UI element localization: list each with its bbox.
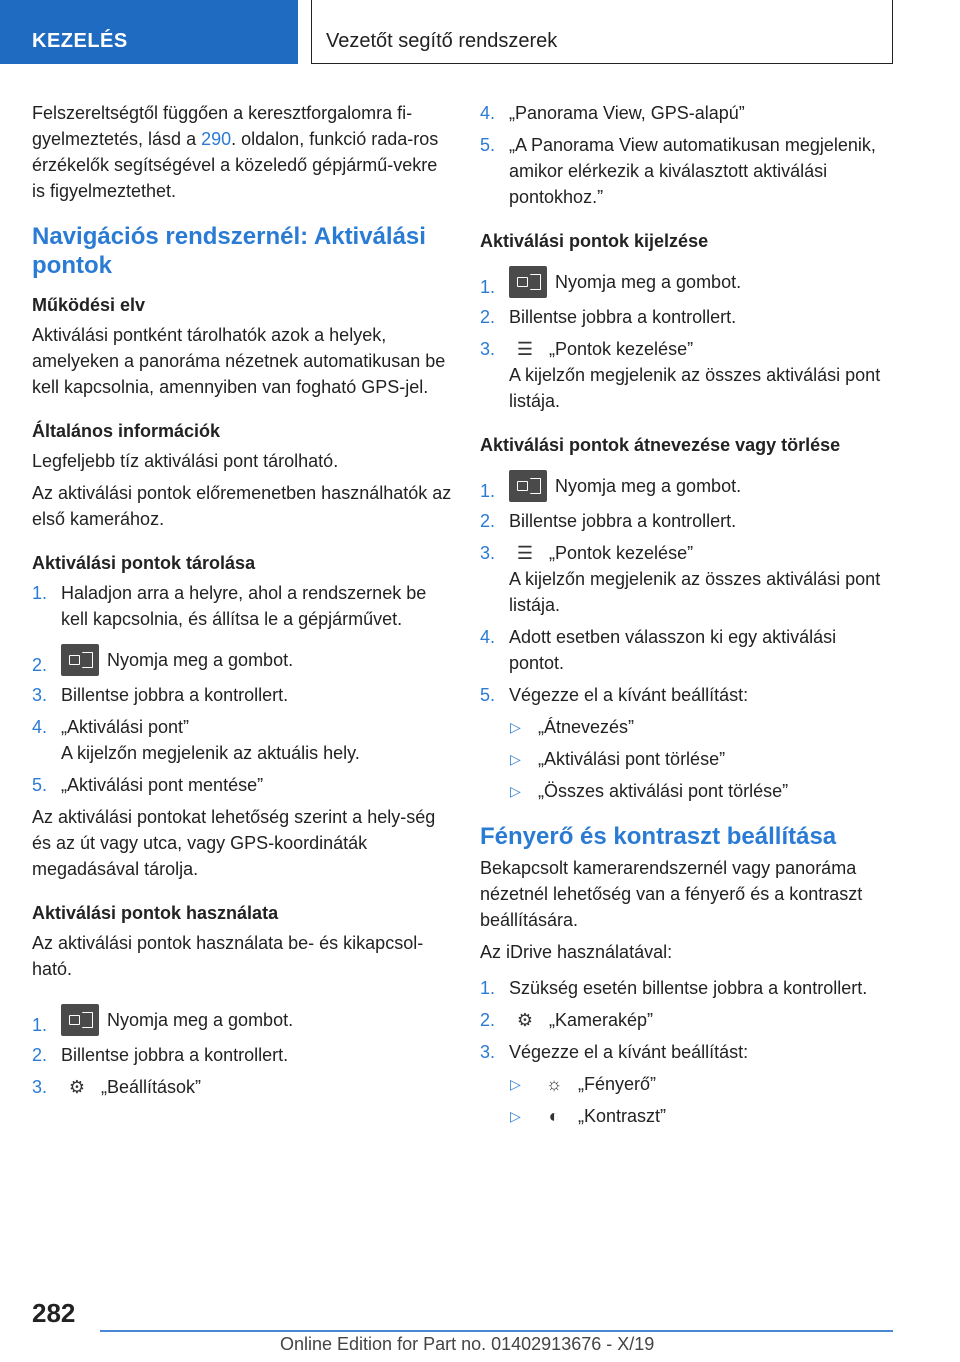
list-icon: ☰ xyxy=(516,543,534,563)
list-item: ▷ „Aktiválási pont törlése” xyxy=(480,746,895,772)
section-heading-brightness-contrast: Fényerő és kontraszt beállítása xyxy=(480,823,837,850)
list-item: 3. ⚙ „Beállítások” xyxy=(32,1074,452,1100)
header-section-tab xyxy=(0,0,298,64)
list-item: 3. ☰ „Pontok kezelése” A kijelzőn megjelenik az összes aktiválási pont listája. xyxy=(480,540,895,618)
section-heading-activation-points: Navigációs rendszernél: Aktiválási pontok xyxy=(32,223,426,279)
right-column xyxy=(480,100,895,1135)
list-item: 4. Adott esetben válasszon ki egy aktiválási pontot. xyxy=(480,627,837,673)
list-item: 5. „Aktiválási pont mentése” xyxy=(32,775,264,795)
contrast-icon: ◐ xyxy=(548,1106,560,1126)
triangle-bullet-icon: ▷ xyxy=(510,719,521,735)
idrive-text: Az iDrive használatával: xyxy=(480,942,673,962)
list-item: 3. Billentse jobbra a kontrollert. xyxy=(32,685,289,705)
camera-gear-icon: ⚙ xyxy=(516,1010,534,1030)
list-item: ▷ „Összes aktiválási pont törlése” xyxy=(480,778,895,804)
camera-button-icon xyxy=(509,470,547,502)
camera-button-icon xyxy=(61,644,99,676)
heading-principle: Működési elv xyxy=(32,295,146,315)
list-item: 1. Haladjon arra a helyre, ahol a rendszernek be kell kapcsolnia, és állítsa le a gépjárművet. xyxy=(32,583,427,629)
list-item: 4. „Aktiválási pont” A kijelzőn megjelenik az aktuális hely. xyxy=(32,717,360,763)
list-item: ▷ ☼ „Fényerő” xyxy=(480,1071,895,1097)
list-icon: ☰ xyxy=(516,339,534,359)
general-info-1: Legfeljebb tíz aktiválási pont tárolható. xyxy=(32,451,339,471)
list-item: 1. Nyomja meg a gombot. xyxy=(480,266,895,298)
list-item: 3. Végezze el a kívánt beállítást: xyxy=(480,1042,749,1062)
heading-display-points: Aktiválási pontok kijelzése xyxy=(480,231,709,251)
principle-text: Aktiválási pontként tárolhatók azok a helyek, amelyeken a panoráma nézetnek automatikusan be kell kapcsolnia, amennyiben van fogható GPS-jel. xyxy=(32,325,446,397)
list-item: 2. Billentse jobbra a kontrollert. xyxy=(480,511,737,531)
list-item: 1. Nyomja meg a gombot. xyxy=(32,1004,452,1036)
heading-use-points: Aktiválási pontok használata xyxy=(32,903,279,923)
list-item: 5. Végezze el a kívánt beállítást: xyxy=(480,685,749,705)
triangle-bullet-icon: ▷ xyxy=(510,1108,521,1124)
footer-divider xyxy=(100,1330,893,1332)
list-item: 5. „A Panorama View automatikusan megjelenik, amikor elérkezik a kiválasztott aktiválási pontokhoz.” xyxy=(480,135,876,207)
page-number: 282 xyxy=(32,1298,76,1328)
list-item: 2. Billentse jobbra a kontrollert. xyxy=(480,307,737,327)
list-item: ▷ ◐ „Kontraszt” xyxy=(480,1103,895,1129)
header-chapter-title: Vezetőt segítő rendszerek xyxy=(326,30,558,52)
heading-rename-delete: Aktiválási pontok átnevezése vagy törlése xyxy=(480,435,841,455)
camera-button-icon xyxy=(61,1004,99,1036)
camera-button-icon xyxy=(509,266,547,298)
list-item: 1. Szükség esetén billentse jobbra a kontrollert. xyxy=(480,978,868,998)
gear-icon: ⚙ xyxy=(68,1077,86,1097)
list-item: 2. Billentse jobbra a kontrollert. xyxy=(32,1045,289,1065)
triangle-bullet-icon: ▷ xyxy=(510,1076,521,1092)
header-section-title: KEZELÉS xyxy=(32,30,128,52)
list-item: ▷ „Átnevezés” xyxy=(480,714,895,740)
list-item: 2. ⚙ „Kamerakép” xyxy=(480,1007,895,1033)
list-item: 3. ☰ „Pontok kezelése” A kijelzőn megjelenik az összes aktiválási pont listája. xyxy=(480,336,895,414)
footer-edition: Online Edition for Part no. 01402913676 - X/19 xyxy=(280,1334,655,1354)
brightness-text: Bekapcsolt kamerarendszernél vagy panoráma nézetnél lehetőség van a fényerő és a kontraszt beállítására. xyxy=(480,858,863,930)
list-item: 2. Nyomja meg a gombot. xyxy=(32,644,452,676)
heading-store-points: Aktiválási pontok tárolása xyxy=(32,553,256,573)
header-chapter-box xyxy=(311,0,893,64)
store-after-text: Az aktiválási pontokat lehetőség szerint a hely-ség és az út vagy utca, vagy GPS-koordináták megadásával tárolja. xyxy=(32,807,436,879)
list-item: 4. „Panorama View, GPS-alapú” xyxy=(480,103,745,123)
triangle-bullet-icon: ▷ xyxy=(510,783,521,799)
list-item: 1. Nyomja meg a gombot. xyxy=(480,470,895,502)
page-reference-link[interactable]: 290 xyxy=(201,129,232,149)
sun-icon: ☼ xyxy=(545,1074,563,1094)
heading-general-info: Általános információk xyxy=(32,421,221,441)
general-info-2: Az aktiválási pontok előremenetben használhatók az első kamerához. xyxy=(32,483,452,529)
triangle-bullet-icon: ▷ xyxy=(510,751,521,767)
intro-paragraph: Felszereltségtől függően a keresztforgalomra fi-gyelmeztetés, lásd a 290. oldalon, funkció rada-ros érzékelők segítségével a közeledő gépjármű-vekre is figyelmeztethet. xyxy=(32,103,439,201)
left-column xyxy=(32,100,452,1106)
use-text: Az aktiválási pontok használata be- és kikapcsol-ható. xyxy=(32,933,424,979)
